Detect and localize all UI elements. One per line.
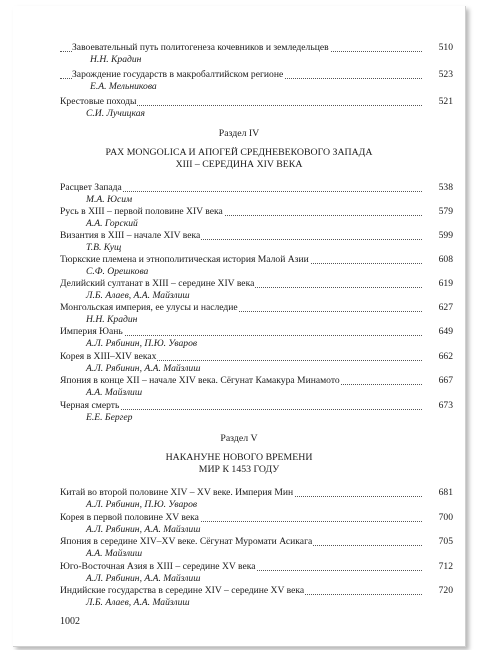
entry-title: Русь в XIII – первой половине XIV века — [60, 206, 223, 217]
toc-entry — [60, 230, 422, 242]
entry-author: Л.Б. Алаев, А.А. Майзлиш — [86, 597, 190, 608]
entry-page-number: 649 — [438, 326, 453, 337]
entry-page-number: 681 — [438, 487, 453, 498]
toc-entry — [60, 42, 422, 54]
entry-page-number: 705 — [438, 536, 453, 547]
entry-title: Китай во второй половине XIV – XV веке. Империя Мин — [60, 487, 294, 498]
toc-entry — [60, 69, 422, 81]
entry-title: Византия в XIII – начале XIV века — [60, 230, 201, 241]
toc-entry — [60, 487, 422, 499]
entry-page-number: 510 — [438, 42, 453, 53]
entry-page-number: 673 — [438, 400, 453, 411]
entry-title: Корея в первой половине XV века — [60, 512, 199, 523]
toc-entry — [60, 536, 422, 548]
entry-author: А.Л. Рябинин, А.А. Майзлиш — [86, 363, 201, 374]
entry-author: С.Ф. Орешкова — [86, 266, 149, 277]
entry-author: Н.Н. Крадин — [90, 54, 142, 65]
toc-entry — [60, 278, 422, 290]
toc-entry — [60, 182, 422, 194]
entry-title: Завоевательный путь политогенеза кочевников и земледельцев — [72, 42, 329, 53]
entry-author: А.Л. Рябинин, П.Ю. Уваров — [86, 338, 198, 349]
entry-title: Делийский султанат в XIII – середине XIV века — [60, 278, 255, 289]
entry-author: А.Л. Рябинин, А.А. Майзлиш — [86, 524, 201, 535]
toc-entry — [60, 254, 422, 266]
entry-page-number: 523 — [438, 69, 453, 80]
section-subtitle: МИР К 1453 ГОДУ — [198, 464, 280, 475]
entry-page-number: 521 — [438, 96, 453, 107]
section-label: Раздел V — [220, 433, 258, 444]
entry-title: Расцвет Запада — [60, 182, 122, 193]
entry-page-number: 619 — [438, 278, 453, 289]
entry-page-number: 538 — [438, 182, 453, 193]
entry-title: Япония в конце XII – начале XIV века. Сёгунат Камакура Минамото — [60, 375, 340, 386]
entry-author: Т.В. Кущ — [86, 242, 122, 253]
toc-entry — [60, 585, 422, 597]
toc-entry — [60, 206, 422, 218]
entry-author: Е.А. Мельникова — [90, 81, 157, 92]
section-title: PAX MONGOLICA И АПОГЕЙ СРЕДНЕВЕКОВОГО ЗАПАДА — [105, 147, 373, 158]
entry-page-number: 720 — [438, 585, 453, 596]
entry-title: Тюркские племена и этнополитическая история Малой Азии — [60, 254, 309, 265]
page-number: 1002 — [60, 616, 80, 627]
entry-page-number: 579 — [438, 206, 453, 217]
section-label: Раздел IV — [218, 128, 260, 139]
toc-entry — [60, 375, 422, 387]
entry-author: А.А. Майзлиш — [86, 387, 143, 398]
toc-entry — [60, 561, 422, 573]
toc-entry — [60, 96, 422, 108]
entry-title: Корея в XIII–XIV веках — [60, 351, 157, 362]
entry-page-number: 667 — [438, 375, 453, 386]
toc-entry — [60, 302, 422, 314]
entry-title: Юго-Восточная Азия в XIII – середине XV века — [60, 561, 256, 572]
book-page — [13, 6, 466, 647]
section-subtitle: XIII – СЕРЕДИНА XIV ВЕКА — [175, 159, 303, 170]
toc-entry — [60, 512, 422, 524]
entry-author: Л.Б. Алаев, А.А. Майзлиш — [86, 290, 190, 301]
entry-page-number: 662 — [438, 351, 453, 362]
entry-title: Черная смерть — [60, 400, 120, 411]
entry-author: Н.Н. Крадин — [86, 314, 138, 325]
entry-author: А.А. Горский — [86, 218, 138, 229]
entry-title: Империя Юань — [60, 326, 123, 337]
entry-author: А.А. Майзлиш — [86, 548, 143, 559]
entry-title: Крестовые походы — [60, 96, 137, 107]
section-title: НАКАНУНЕ НОВОГО ВРЕМЕНИ — [165, 452, 313, 463]
entry-page-number: 700 — [438, 512, 453, 523]
toc-entry — [60, 351, 422, 363]
entry-page-number: 627 — [438, 302, 453, 313]
toc-entry — [60, 326, 422, 338]
entry-page-number: 712 — [438, 561, 453, 572]
entry-author: А.Л. Рябинин, А.А. Майзлиш — [86, 573, 201, 584]
entry-title: Монгольская империя, ее улусы и наследие — [60, 302, 238, 313]
entry-author: Е.Е. Бергер — [86, 412, 133, 423]
toc-entry — [60, 400, 422, 412]
entry-page-number: 599 — [438, 230, 453, 241]
entry-author: С.И. Лучицкая — [86, 108, 145, 119]
entry-page-number: 608 — [438, 254, 453, 265]
entry-author: А.Л. Рябинин, П.Ю. Уваров — [86, 499, 198, 510]
entry-title: Япония в середине XIV–XV веке. Сёгунат Муромати Асикага — [60, 536, 313, 547]
entry-title: Индийские государства в середине XIV – середине XV века — [60, 585, 305, 596]
entry-title: Зарождение государств в макробалтийском регионе — [72, 69, 284, 80]
entry-author: М.А. Юсим — [86, 194, 133, 205]
